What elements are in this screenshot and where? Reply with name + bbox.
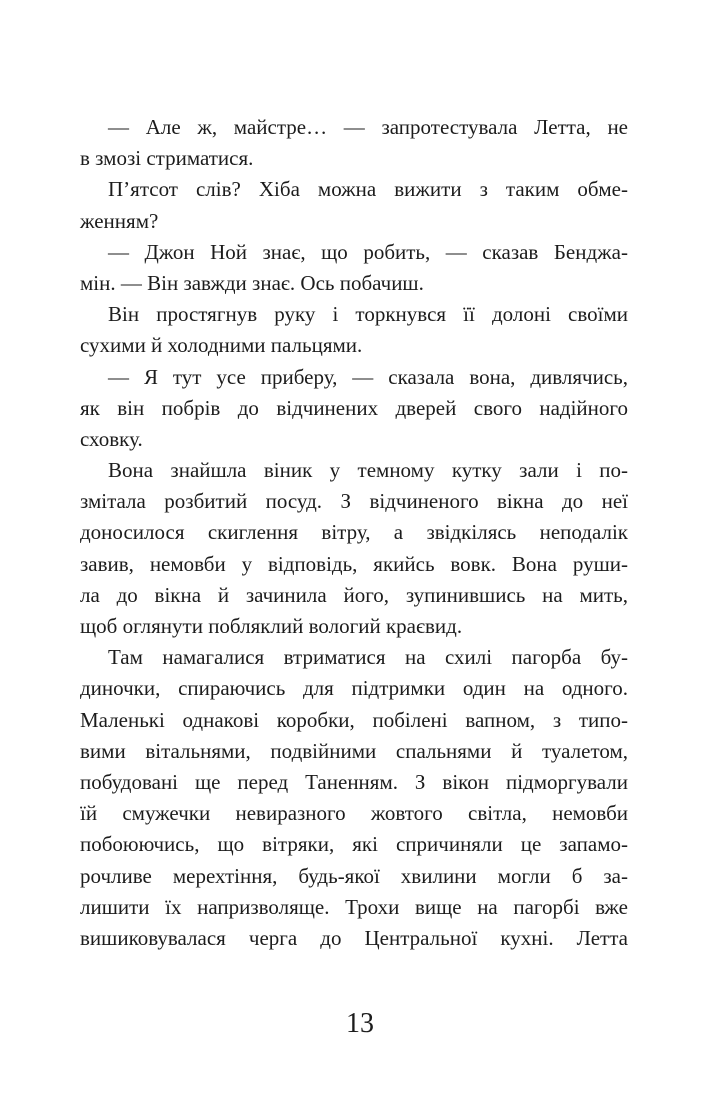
text-line: Він простягнув руку і торкнувся її долоні своїми	[108, 302, 628, 327]
text-line: завив, немовби у відповідь, якийсь вовк. Вона руши-	[80, 551, 628, 576]
text-line: Маленькі однакові коробки, побілені вапном, з типо-	[80, 707, 628, 732]
text-line: — Я тут усе приберу, — сказала вона, дивлячись,	[108, 364, 628, 389]
text-line: лишити їх напризволяще. Трохи вище на пагорбі вже	[80, 894, 628, 919]
text-line: Там намагалися втриматися на схилі пагорба бу-	[108, 645, 628, 670]
text-line: їй смужечки невиразного жовтого світла, немовби	[80, 801, 628, 826]
text-line: вими вітальнями, подвійними спальнями й туалетом,	[80, 738, 628, 763]
text-line: змітала розбитий посуд. З відчиненого вікна до неї	[80, 489, 628, 514]
text-line: як він побрів до відчинених дверей свого надійного	[80, 395, 628, 420]
text-line: побудовані ще перед Таненням. З вікон підморгували	[80, 769, 628, 794]
page-number: 13	[346, 1008, 374, 1039]
text-line: побоюючись, що вітряки, які спричиняли це запамо-	[80, 832, 628, 857]
text-line: женням?	[80, 208, 159, 233]
text-line: сухими й холодними пальцями.	[80, 333, 363, 358]
text-line: П’ятсот слів? Хіба можна вижити з таким обме-	[108, 177, 628, 202]
text-line: — Джон Ной знає, що робить, — сказав Бенджа-	[108, 239, 628, 264]
text-line: сховку.	[80, 426, 143, 451]
text-line: диночки, спираючись для підтримки один на одного.	[80, 676, 628, 701]
text-line: мін. — Він завжди знає. Ось побачиш.	[80, 270, 424, 295]
text-line: рочливе мерехтіння, будь-якої хвилини могли б за-	[80, 863, 628, 888]
text-line: ла до вікна й зачинила його, зупинившись на мить,	[80, 582, 628, 607]
text-line: в змозі стриматися.	[80, 146, 254, 171]
text-line: доносилося скиглення вітру, а звідкілясь неподалік	[80, 520, 628, 545]
text-line: Вона знайшла віник у темному кутку зали і по-	[108, 458, 628, 483]
text-line: щоб оглянути побляклий вологий краєвид.	[80, 614, 463, 638]
text-line: — Але ж, майстре… — запротестувала Летта, не	[108, 115, 628, 139]
page-text	[80, 112, 628, 954]
text-line: вишиковувалася черга до Центральної кухні. Летта	[80, 925, 628, 950]
